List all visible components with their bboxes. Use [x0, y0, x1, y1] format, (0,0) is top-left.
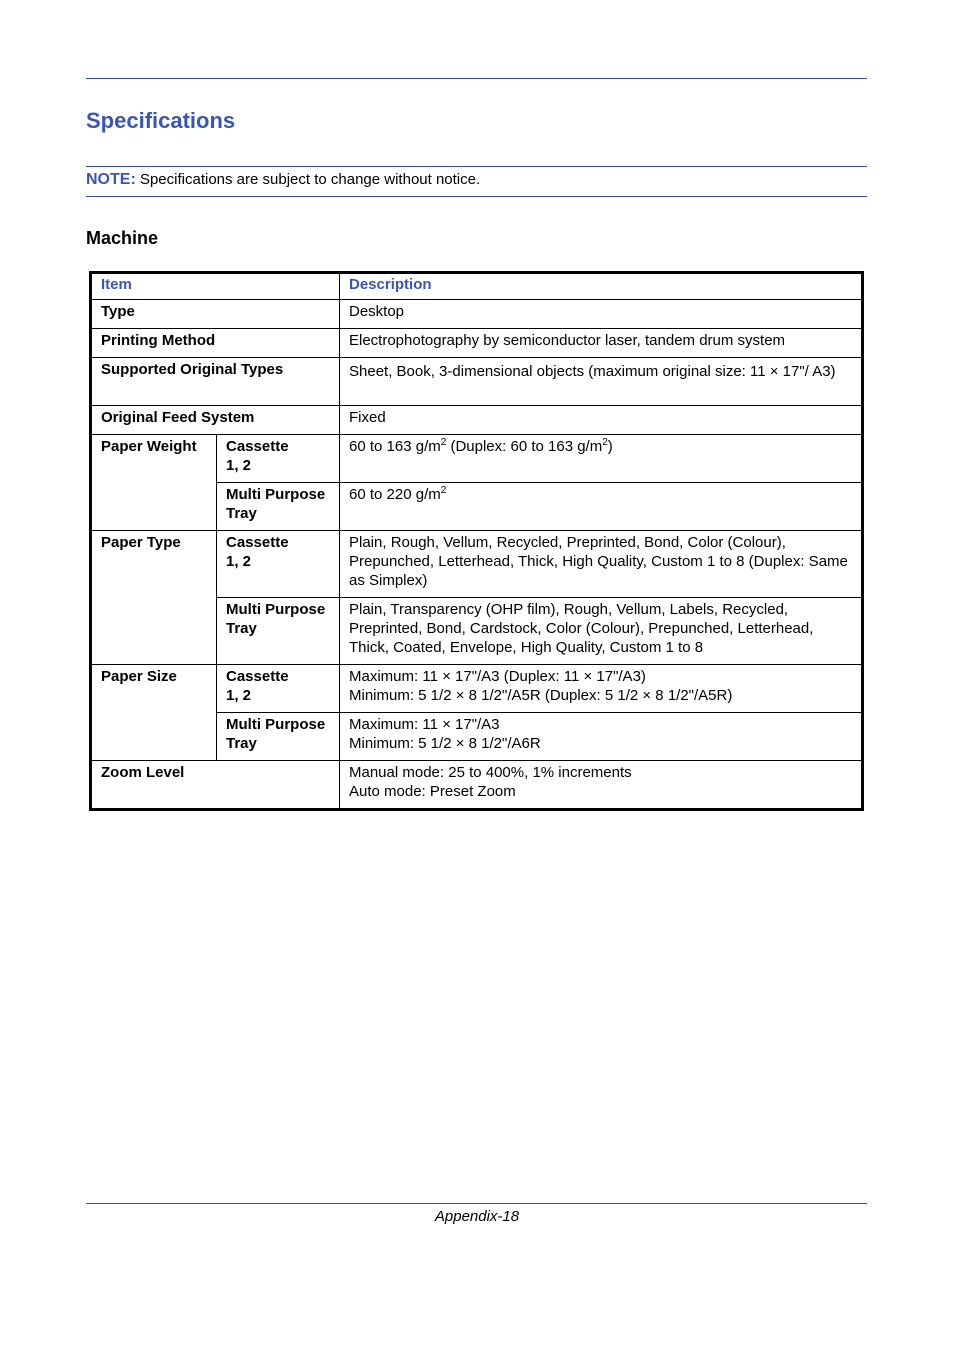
zoom-manual: Manual mode: 25 to 400%, 1% increments: [349, 764, 632, 781]
sub-label-multi-purpose-tray: Multi Purpose Tray: [217, 483, 340, 531]
row-value-paper-weight-cassette: [340, 435, 863, 483]
sub-label-multi-purpose-tray: Multi Purpose Tray: [217, 713, 340, 761]
row-value-paper-weight-mpt: [340, 483, 863, 531]
header-item: Item: [91, 273, 340, 300]
row-value-paper-size-mpt: [340, 713, 863, 761]
cassette-number: 1, 2: [226, 553, 252, 570]
table-row: [91, 358, 863, 406]
cassette-number: 1, 2: [226, 457, 252, 474]
row-label-original-feed-system: Original Feed System: [91, 406, 340, 435]
row-value-zoom-level: [340, 761, 863, 810]
paper-weight-cassette-value: 60 to 163 g/m: [349, 438, 441, 455]
row-value-printing-method: Electrophotography by semiconductor laser, tandem drum system: [340, 329, 863, 358]
table-row: [91, 300, 863, 329]
row-value-paper-type-cassette: Plain, Rough, Vellum, Recycled, Preprinted, Bond, Color (Colour), Prepunched, Letterhead, Thick, High Quality, Custom 1 to 8 (Duplex: Same as Simplex): [340, 531, 863, 598]
row-value-original-feed-system: Fixed: [340, 406, 863, 435]
paper-weight-cassette-close: ): [607, 438, 613, 455]
sub-label-multi-purpose-tray: Multi Purpose Tray: [217, 598, 340, 665]
note-label: NOTE:: [86, 171, 136, 188]
row-label-supported-original-types: Supported Original Types: [91, 358, 340, 406]
page-number: Appendix-18: [434, 1208, 520, 1225]
paper-size-mpt-min: Minimum: 5 1/2 × 8 1/2"/A6R: [349, 735, 541, 752]
sub-label-cassette: [217, 531, 340, 598]
header-description: Description: [340, 273, 863, 300]
paper-size-cassette-min: Minimum: 5 1/2 × 8 1/2"/A5R (Duplex: 5 1/2 × 8 1/2"/A5R): [349, 687, 733, 704]
cassette-label: Cassette: [226, 668, 289, 685]
row-label-paper-type: Paper Type: [91, 531, 217, 665]
spec-table: [89, 271, 864, 811]
sub-label-cassette: [217, 665, 340, 713]
note-bottom-rule: [86, 196, 867, 197]
table-row: [91, 761, 863, 810]
note-text: Specifications are subject to change without notice.: [135, 171, 481, 188]
table-row: [91, 406, 863, 435]
row-value-paper-size-cassette: [340, 665, 863, 713]
cassette-number: 1, 2: [226, 687, 252, 704]
paper-weight-mpt-value: 60 to 220 g/m: [349, 486, 441, 503]
row-label-zoom-level: Zoom Level: [91, 761, 340, 810]
paper-weight-cassette-duplex: (Duplex: 60 to 163 g/m: [446, 438, 603, 455]
superscript: 2: [440, 485, 447, 496]
page-title: Specifications: [86, 108, 236, 133]
paper-size-mpt-max: Maximum: 11 × 17"/A3: [349, 716, 500, 733]
paper-size-cassette-max: Maximum: 11 × 17"/A3 (Duplex: 11 × 17"/A3): [349, 668, 646, 685]
row-value-paper-type-mpt: Plain, Transparency (OHP film), Rough, Vellum, Labels, Recycled, Preprinted, Bond, Cardstock, Color (Colour), Prepunched, Letterhead, Thick, Coated, Envelope, High Quality, Custom 1 to 8: [340, 598, 863, 665]
zoom-auto: Auto mode: Preset Zoom: [349, 783, 516, 800]
row-label-paper-weight: Paper Weight: [91, 435, 217, 531]
top-rule: [86, 78, 867, 79]
sub-label-cassette: [217, 435, 340, 483]
note-top-rule: [86, 166, 867, 167]
superscript: 2: [602, 437, 608, 448]
row-label-paper-size: Paper Size: [91, 665, 217, 761]
note: [86, 171, 480, 189]
row-label-type: Type: [91, 300, 340, 329]
cassette-label: Cassette: [226, 438, 289, 455]
table-row: [91, 329, 863, 358]
row-value-supported-original-types: Sheet, Book, 3-dimensional objects (maximum original size: 11 × 17"/ A3): [340, 358, 863, 406]
row-label-printing-method: Printing Method: [91, 329, 340, 358]
table-row: [91, 665, 863, 713]
row-value-type: Desktop: [340, 300, 863, 329]
superscript: 2: [440, 437, 447, 448]
table-header-row: [91, 273, 863, 300]
footer-rule: [86, 1203, 867, 1204]
cassette-label: Cassette: [226, 534, 289, 551]
table-row: [91, 531, 863, 598]
table-row: [91, 435, 863, 483]
section-heading: Machine: [86, 228, 159, 248]
